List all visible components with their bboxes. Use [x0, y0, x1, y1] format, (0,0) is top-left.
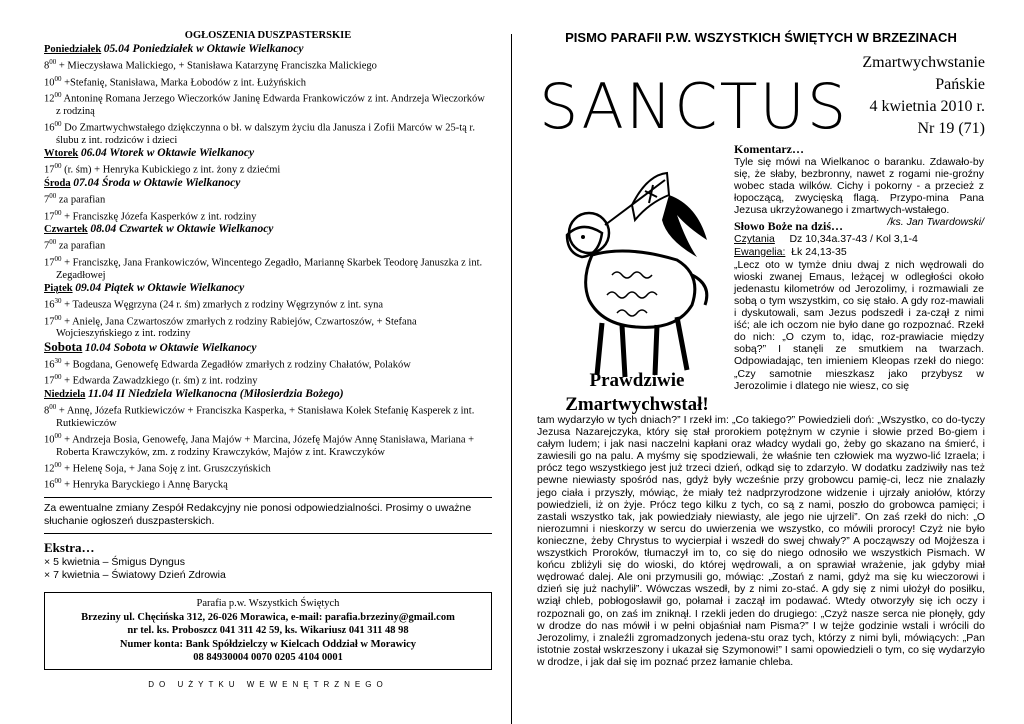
mass-hour: 7: [44, 194, 50, 206]
mass-minute: 00: [49, 238, 57, 247]
day-name: Sobota: [44, 338, 83, 354]
divider: [44, 533, 492, 534]
mass-intention: + Annę, Józefa Rutkiewiczów + Franciszka Kasperka, + Stanisława Kołek Stefanię Kasperek z int. Rutkiewiczów: [56, 405, 475, 429]
mass-entry: [44, 371, 492, 388]
issue-date: 4 kwietnia 2010 r.: [869, 98, 985, 115]
mass-intention: + Henryka Baryckiego i Annę Barycką: [64, 479, 228, 491]
mass-hour: 16: [44, 299, 55, 311]
mass-entry: [44, 118, 492, 147]
mass-minute: 00: [54, 313, 62, 322]
word-heading: Słowo Boże na dziś…: [734, 219, 844, 234]
mass-hour: 8: [44, 60, 50, 72]
day-liturgy: 06.04 Wtorek w Oktawie Wielkanocy: [80, 147, 255, 160]
mass-hour: 16: [44, 122, 55, 134]
comment-body: Tyle się mówi na Wielkanoc o baranku. Zdawało-by się, że słaby, bezbronny, nawet z rogami nie-groźny wobec stada wilków. Cichy i pokorny - a przecież z łopoczącą, zwycięską flagą. Przypo-mina Pana Jezusa ukrzyżowanego i zmartwych-wstałego.: [734, 156, 984, 217]
gospel-value: Łk 24,13-35: [791, 245, 847, 258]
mass-entry: [44, 89, 492, 118]
mass-entry: [44, 160, 492, 177]
mass-hour: 16: [44, 359, 55, 371]
mass-entry: [44, 207, 492, 224]
days-list: [44, 43, 492, 492]
mass-intention: za parafian: [58, 240, 106, 252]
day-name: Niedziela: [44, 388, 86, 400]
day-heading: [44, 177, 492, 190]
day-liturgy: 08.04 Czwartek w Oktawie Wielkanocy: [90, 223, 274, 236]
announcements-title: OGŁOSZENIA DUSZPASTERSKIE: [184, 30, 352, 41]
mass-hour: 17: [44, 375, 55, 387]
parish-name: Parafia p.w. Wszystkich Świętych: [196, 598, 340, 610]
day-name: Wtorek: [44, 148, 79, 160]
comment-heading: Komentarz…: [734, 142, 804, 156]
mass-intention: za parafian: [58, 194, 106, 206]
mass-intention: + Mieczysława Malickiego, + Stanisława Katarzynę Franciszka Malickiego: [58, 60, 377, 72]
mass-intention: + Franciszkę, Jana Frankowiczów, Wincentego Zegadło, Mariannę Skarbek Teodorę Januszka z int. Zegadłowej: [56, 257, 483, 281]
mass-intention: + Franciszkę Józefa Kasperków z int. rodziny: [64, 211, 257, 223]
gospel-text-column: „Lecz oto w tymże dniu dwaj z nich wędrowali do wioski zwanej Emaus, leżącej w odległości około jedenastu kilometrów od Jerozolimy, i rozmawiali ze sobą o tym wszystkim, co się stało. A gdy roz-mawiali i dyskutowali, sam Jezus podszedł i za-czął z nimi iść; ale ich oczom nie było dane go rozpoznać. Rzekł do nich: „O czym to, idąc, roz-prawiacie między sobą?” I stanęli ze smutkiem na twarzach. Odpowiadając, ten imieniem Kleopas rzekł do niego: „Czy samotnie mieszkasz jako przybysz w Jerozolimie i dlatego nie wiesz, co się: [734, 258, 984, 392]
mass-intention: + Tadeusza Węgrzyna (24 r. śm) zmarłych z rodziny Węgrzynów z int. syna: [64, 299, 384, 311]
day-name: Środa: [44, 177, 71, 189]
ekstra-item: × 7 kwietnia – Światowy Dzień Zdrowia: [44, 569, 226, 582]
day-liturgy: 09.04 Piątek w Oktawie Wielkanocy: [75, 281, 245, 294]
mass-intention: + Bogdana, Genowefę Edwarda Zegadłów zmarłych z rodziny Chałatów, Polaków: [64, 359, 411, 371]
divider: [44, 497, 492, 498]
newsletter-header: PISMO PARAFII P.W. WSZYSTKICH ŚWIĘTYCH W BRZEZINACH: [565, 30, 957, 45]
ekstra-text: 5 kwietnia – Śmigus Dyngus: [53, 556, 185, 569]
day-liturgy: 07.04 Środa w Oktawie Wielkanocy: [73, 176, 241, 189]
day-heading: [44, 338, 492, 355]
mass-entry: [44, 401, 492, 430]
readings-label: Czytania: [734, 233, 775, 246]
mass-entry: [44, 312, 492, 341]
mass-hour: 10: [44, 434, 55, 446]
ekstra-heading: Ekstra…: [44, 540, 95, 556]
day-liturgy: 10.04 Sobota w Oktawie Wielkanocy: [84, 341, 257, 354]
readings-value: Dz 10,34a.37-43 / Kol 3,1-4: [789, 233, 918, 246]
gospel-label: Ewangelia:: [734, 245, 786, 258]
parish-contact-box: [44, 592, 492, 670]
day-name: Piątek: [44, 282, 73, 294]
mass-intention: (r. śm) + Henryka Kubickiego z int. żony z dziećmi: [64, 164, 281, 176]
day-heading: [44, 388, 492, 401]
mass-minute: 00: [54, 460, 62, 469]
day-name: Czwartek: [44, 224, 88, 236]
issue-feast: Zmartwychwstanie: [862, 54, 985, 71]
mass-minute: 00: [54, 208, 62, 217]
parish-address: Brzeziny ul. Chęcińska 312, 26-026 Morawica, e-mail: parafia.brzeziny@gmail.com: [81, 611, 455, 623]
day-heading: [44, 147, 492, 160]
mass-entry: [44, 459, 492, 476]
parish-phones: nr tel. ks. Proboszcz 041 311 42 59, ks. Wikariusz 041 311 48 98: [127, 625, 409, 637]
mass-entry: [44, 56, 492, 73]
issue-feast-2: Pańskie: [935, 76, 985, 93]
mass-entry: [44, 355, 492, 372]
day-heading: [44, 43, 492, 56]
mass-minute: 30: [54, 296, 62, 305]
mass-minute: 00: [54, 120, 62, 129]
mass-intention: Antoninę Romana Jerzego Wieczorków Janinę Edwarda Frankowiczów z int. Andrzeja Wieczorków z rodziną: [56, 93, 485, 118]
mass-minute: 00: [54, 373, 62, 382]
mass-minute: 00: [54, 255, 62, 264]
mass-hour: 17: [44, 257, 55, 269]
right-column: [734, 142, 984, 392]
internal-use-footer: DO UŻYTKU WEWENĘTRZNEGO: [148, 679, 388, 689]
mass-entry: [44, 295, 492, 312]
mass-minute: 30: [54, 356, 62, 365]
mass-entry: [44, 253, 492, 282]
mass-hour: 17: [44, 316, 55, 328]
mass-hour: 12: [44, 93, 55, 105]
gospel-text: tam wydarzyło w tych dniach?” I rzekł im: „Co takiego?” Powiedzieli doń: „Wszystko, co do-tyczy Jezusa Nazarejczyka, który się stał prorokiem potężnym w czynie i słowie przed Bo-giem i całym ludem; i jak nasi naczelni kapłani oraz władcy wydali go, żeby go skazano na śmierć, i zawiesili go na palu. A myśmy się spodziewali, że właśnie ten człowiek ma wyzwo-lić Izraela; i prócz tego wszystkiego jest już trzeci dzień, odkąd się to zdarzyło. W dodatku zadziwiły nas też pewne niewiasty spośród nas, gdyż były wcześnie przy grobowcu pamię-ci, lecz nie znalazły jego ciała i przyszły, mówiąc, że miały też nadprzyrodzone widzenie i ujrzały aniołów, którzy powiedzieli, iż on żyje. Prócz tego kilku z tych, co są z nami, poszło do grobowca pamięci; i zastali wszystko tak, jak powiedziały niewiasty, ale jego nie ujrzeli”. On zaś rzekł do nich: „O nierozumni i nieskorzy w sercu do uwierzenia we wszystko, co mówili prorocy! Czyż nie było konieczne, żeby Chrystus to wycierpiał i wszedł do swej chwały?” A począwszy od Mojżesza i wszystkich Proroków, tłumaczył im to, co się do niego odnosiło we wszystkich Pismach. W końcu zbliżyli się do wioski, do której wędrowali, a on sprawiał wrażenie, jak gdyby miał wędrować dalej. Ale oni przymusili go, mówiąc: „Zostań z nami, gdyż ma się ku wieczorowi i dzień się już nachylił”. Wówczas wszedł, by z nimi zo-stać. A gdy się z nimi ułożył do posiłku, wziął chleb, pobłogosławił go, połamał i zaczął im podawać. Wtedy otworzyły się ich oczy i rozpoznali go, on zaś im zniknął. I rzekli jeden do drugiego: „Czyż nasze serca nie płonęły, gdy w drodze do nas mówił i w pełni objaśniał nam Pisma?” I w tejże godzinie wstali i wrócili do Jerozolimy, i znaleźli zgromadzonych jedena-stu oraz tych, którzy z nimi byli, mówiących: „Pan istotnie został wskrzeszony i ukazał się Szymonowi!” I sami opowiedzieli o tym, co się wydarzyło w drodze, i jak dał się im poznać przez łamanie chleba.: [537, 414, 985, 668]
mass-hour: 17: [44, 211, 55, 223]
mass-hour: 8: [44, 405, 50, 417]
easter-greeting-1: Prawdziwie: [589, 370, 685, 391]
day-heading: [44, 282, 492, 295]
mass-entry: [44, 190, 492, 207]
mass-minute: 00: [49, 58, 57, 66]
easter-greeting-2: Zmartwychwstał!: [565, 394, 709, 415]
mass-minute: 00: [54, 162, 62, 171]
mass-entry: [44, 475, 492, 492]
mass-intention: +Stefanię, Stanisława, Marka Łobodów z int. Łużyńskich: [64, 77, 306, 89]
mass-hour: 7: [44, 240, 50, 252]
day-liturgy: 05.04 Poniedziałek w Oktawie Wielkanocy: [103, 43, 304, 55]
logo-text: SANCTUS: [539, 70, 849, 143]
mass-minute: 00: [54, 74, 62, 83]
mass-hour: 12: [44, 463, 55, 475]
readings-row: [734, 233, 984, 245]
day-liturgy: 11.04 II Niedziela Wielkanocna (Miłosierdzia Bożego): [88, 387, 344, 400]
mass-intention: + Edwarda Zawadzkiego (r. śm) z int. rodziny: [64, 375, 258, 387]
disclaimer-note: Za ewentualne zmiany Zespół Redakcyjny nie ponosi odpowiedzialności. Prosimy o uważne słuchanie ogłoszeń duszpasterskich.: [44, 502, 472, 528]
parish-account: 08 84930004 0070 0205 4104 0001: [193, 652, 343, 664]
page-divider: [511, 34, 512, 724]
mass-entry: [44, 73, 492, 90]
ekstra-item: × 5 kwietnia – Śmigus Dyngus: [44, 556, 185, 569]
mass-minute: 00: [49, 402, 57, 411]
mass-minute: 00: [54, 431, 62, 440]
parish-bank: Numer konta: Bank Spółdzielczy w Kielcach Oddział w Morawicy: [119, 638, 417, 650]
ekstra-text: 7 kwietnia – Światowy Dzień Zdrowia: [53, 569, 226, 582]
issue-number: Nr 19 (71): [917, 120, 985, 137]
mass-hour: 16: [44, 479, 55, 491]
comment-author: /ks. Jan Twardowski/: [887, 216, 984, 229]
mass-minute: 00: [54, 91, 62, 100]
announcements-page: [44, 30, 492, 689]
day-name: Poniedziałek: [44, 44, 102, 55]
newsletter-page: [537, 30, 985, 668]
mass-hour: 17: [44, 164, 55, 176]
mass-intention: Do Zmartwychwstałego dziękczynna o bł. w dalszym życiu dla Janusza i Zofii Marców w 25-tą r. ślubu z int. rodziców i dzieci: [56, 122, 475, 147]
mass-entry: [44, 236, 492, 253]
mass-intention: + Andrzeja Bosia, Genowefę, Jana Majów + Marcina, Józefę Majów Annę Stanisława, Mariana + Roberta Krawczyków, zm. z rodziny Krawczyków, Majów z int. Krawczyków: [56, 434, 475, 458]
sanctus-logo: [537, 48, 849, 148]
mass-minute: 00: [49, 191, 57, 200]
mass-minute: 00: [54, 477, 62, 486]
mass-intention: + Anielę, Jana Czwartoszów zmarłych z rodziny Rabiejów, Czwartoszów, + Stefana Wojcieszyńskiego z int. rodziny: [56, 316, 417, 340]
gospel-row: [734, 246, 984, 258]
mass-hour: 10: [44, 77, 55, 89]
day-heading: [44, 223, 492, 236]
lamb-illustration: [537, 165, 727, 395]
mass-entry: [44, 430, 492, 459]
mass-intention: + Helenę Soja, + Jana Soję z int. Gruszczyńskich: [64, 463, 271, 475]
